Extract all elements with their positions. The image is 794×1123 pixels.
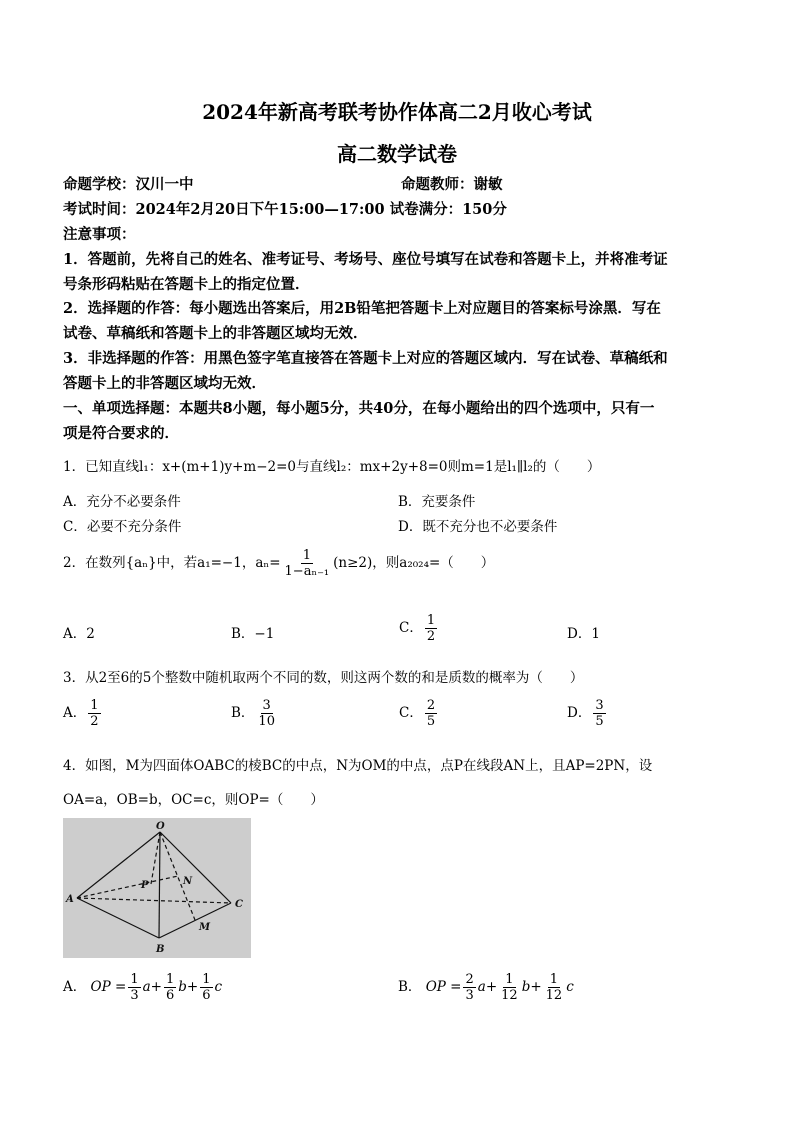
- q4-b-t2-den: 12: [501, 988, 518, 1003]
- tetrahedron-diagram: [63, 818, 251, 958]
- q4-option-a: A． OP = $\frac{1}{3}$ a+ $\frac{1}{6}$ b+ $\frac{1}{6}$ c: [63, 972, 223, 1003]
- question-3-text: 3．从2至6的5个整数中随机取两个不同的数，则这两个数的和是质数的概率为（ ）: [63, 670, 584, 686]
- q3-d-label: D．: [567, 705, 592, 721]
- q3-option-b: [231, 698, 279, 729]
- q4-option-b: B． OP = $\frac{2}{3}$ a+ $\frac{1}{12}$ b+ $\frac{1}{12}$ c: [398, 972, 574, 1003]
- q4-a-t3-num: 1: [202, 972, 211, 987]
- section-heading-a: 一、单项选择题：本题共8小题，每小题5分，共40分，在每小题给出的四个选项中，只有一: [63, 400, 655, 417]
- q4-b-t3: [544, 972, 565, 1003]
- q3-c-frac: [425, 698, 437, 729]
- q3-a-num: 1: [90, 698, 99, 713]
- q3-d-den: 5: [595, 714, 604, 729]
- note-2a: 2．选择题的作答：每小题选出答案后，用2B铅笔把答题卡上对应题目的答案标号涂黑．写在: [63, 300, 661, 317]
- label-m: M: [199, 922, 211, 933]
- q2-option-c-label: C．: [399, 620, 423, 636]
- label-b: B: [156, 944, 165, 955]
- q4-b-t3-num: 1: [549, 972, 559, 987]
- q2-frac-num: 1: [302, 548, 311, 563]
- q2-option-d: D．1: [567, 626, 600, 642]
- label-a: A: [66, 894, 74, 905]
- q4-b-t1-var: a: [477, 979, 486, 995]
- q2-option-c-frac: [425, 613, 437, 644]
- q4-b-t3-var: c: [566, 979, 574, 995]
- q4-b-t1: [463, 972, 475, 1003]
- question-2-text: [63, 548, 494, 579]
- question-4-line-1: 4．如图，M为四面体OABC的棱BC的中点，N为OM的中点，点P在线段AN上，且AP=2PN，设: [63, 758, 653, 774]
- q3-b-den: 10: [258, 714, 275, 729]
- q2-option-b: B．−1: [231, 626, 275, 642]
- q3-d-frac: [593, 698, 605, 729]
- note-3a: 3．非选择题的作答：用黑色签字笔直接答在答题卡上对应的答题区域内．写在试卷、草稿纸和: [63, 350, 668, 367]
- q2-pre: 2．在数列{aₙ}中，若a₁=−1，aₙ=: [63, 555, 281, 571]
- q3-option-c: [399, 698, 439, 729]
- school-text: 命题学校：汉川一中: [63, 176, 194, 193]
- q4-a-t3-var: c: [214, 979, 223, 995]
- q4-b-t1-den: 3: [465, 988, 474, 1003]
- exam-subtitle: 高二数学试卷: [337, 142, 457, 166]
- q2-option-a: A．2: [63, 626, 95, 642]
- q4-b-t1-num: 2: [465, 972, 474, 987]
- q4-a-t1-num: 1: [130, 972, 139, 987]
- q4-a-t1-var: a: [142, 979, 151, 995]
- label-p: P: [141, 880, 149, 891]
- q2-frac-den: 1−aₙ₋₁: [284, 564, 330, 579]
- q3-option-a: [63, 698, 103, 729]
- q4-b-t2-var: b: [521, 979, 531, 995]
- q4-a-t2-var: b: [178, 979, 187, 995]
- q3-d-num: 3: [595, 698, 604, 713]
- q1-option-b: B．充要条件: [398, 494, 476, 510]
- q4-a-t2-num: 1: [165, 972, 175, 987]
- question-1-text: 1．已知直线l₁：x+(m+1)y+m−2=0与直线l₂：mx+2y+8=0则m=1是l₁∥l₂的（ ）: [63, 459, 601, 475]
- section-heading-b: 项是符合要求的．: [63, 425, 179, 442]
- note-3b: 答题卡上的非答题区域均无效．: [63, 375, 266, 392]
- q3-b-num: 3: [262, 698, 271, 713]
- q3-a-label: A．: [63, 705, 87, 721]
- note-2b: 试卷、草稿纸和答题卡上的非答题区域均无效．: [63, 325, 368, 342]
- q3-c-label: C．: [399, 705, 423, 721]
- q4-b-t2-num: 1: [505, 972, 514, 987]
- q3-option-d: [567, 698, 608, 729]
- q4-a-t3: [200, 972, 212, 1003]
- q4-a-lhs: OP =: [90, 979, 127, 995]
- label-c: C: [235, 899, 243, 910]
- note-1b: 号条形码粘贴在答题卡上的指定位置．: [63, 276, 310, 293]
- exam-title: 2024年新高考联考协作体高二2月收心考试: [202, 100, 592, 124]
- q3-a-frac: [88, 698, 100, 729]
- question-4-line-2: OA=a，OB=b，OC=c，则OP=（ ）: [63, 792, 324, 808]
- q2-option-c: [399, 613, 439, 644]
- q1-option-d: D．既不充分也不必要条件: [398, 519, 558, 535]
- q4-a-t1: [128, 972, 140, 1003]
- label-o: O: [156, 821, 165, 832]
- note-1a: 1．答题前，先将自己的姓名、准考证号、考场号、座位号填写在试卷和答题卡上，并将准考证: [63, 251, 668, 268]
- q3-a-den: 2: [90, 714, 99, 729]
- q1-option-a: A．充分不必要条件: [63, 494, 181, 510]
- notes-heading: 注意事项：: [63, 226, 136, 243]
- q4-b-lhs: OP =: [425, 979, 462, 995]
- q4-b-t3-den: 12: [545, 988, 563, 1003]
- q4-a-t3-den: 6: [202, 988, 211, 1003]
- q2-post: (n≥2)，则a₂₀₂₄=（ ）: [333, 555, 495, 571]
- q4-b-t2: [499, 972, 520, 1003]
- q1-option-c: C．必要不充分条件: [63, 519, 182, 535]
- q3-c-num: 2: [426, 698, 436, 713]
- q4-a-t2-den: 6: [165, 988, 175, 1003]
- info-line-1: [63, 172, 743, 198]
- q4-a-t2: [164, 972, 176, 1003]
- q4-b-label: B．: [398, 979, 422, 995]
- q3-b-label: B．: [231, 705, 255, 721]
- tetrahedron-figure: [63, 818, 251, 958]
- label-n: N: [183, 876, 193, 887]
- q4-a-t1-den: 3: [130, 988, 139, 1003]
- q3-c-den: 5: [426, 714, 436, 729]
- q4-a-label: A．: [63, 979, 87, 995]
- q2-c-num: 1: [426, 613, 436, 628]
- q3-b-frac: [256, 698, 277, 729]
- q2-c-den: 2: [426, 629, 436, 644]
- time-score-text: 考试时间：2024年2月20日下午15:00—17:00 试卷满分：150分: [63, 201, 507, 218]
- teacher-text: 命题教师：谢敏: [401, 176, 503, 193]
- q2-fraction: [283, 548, 332, 579]
